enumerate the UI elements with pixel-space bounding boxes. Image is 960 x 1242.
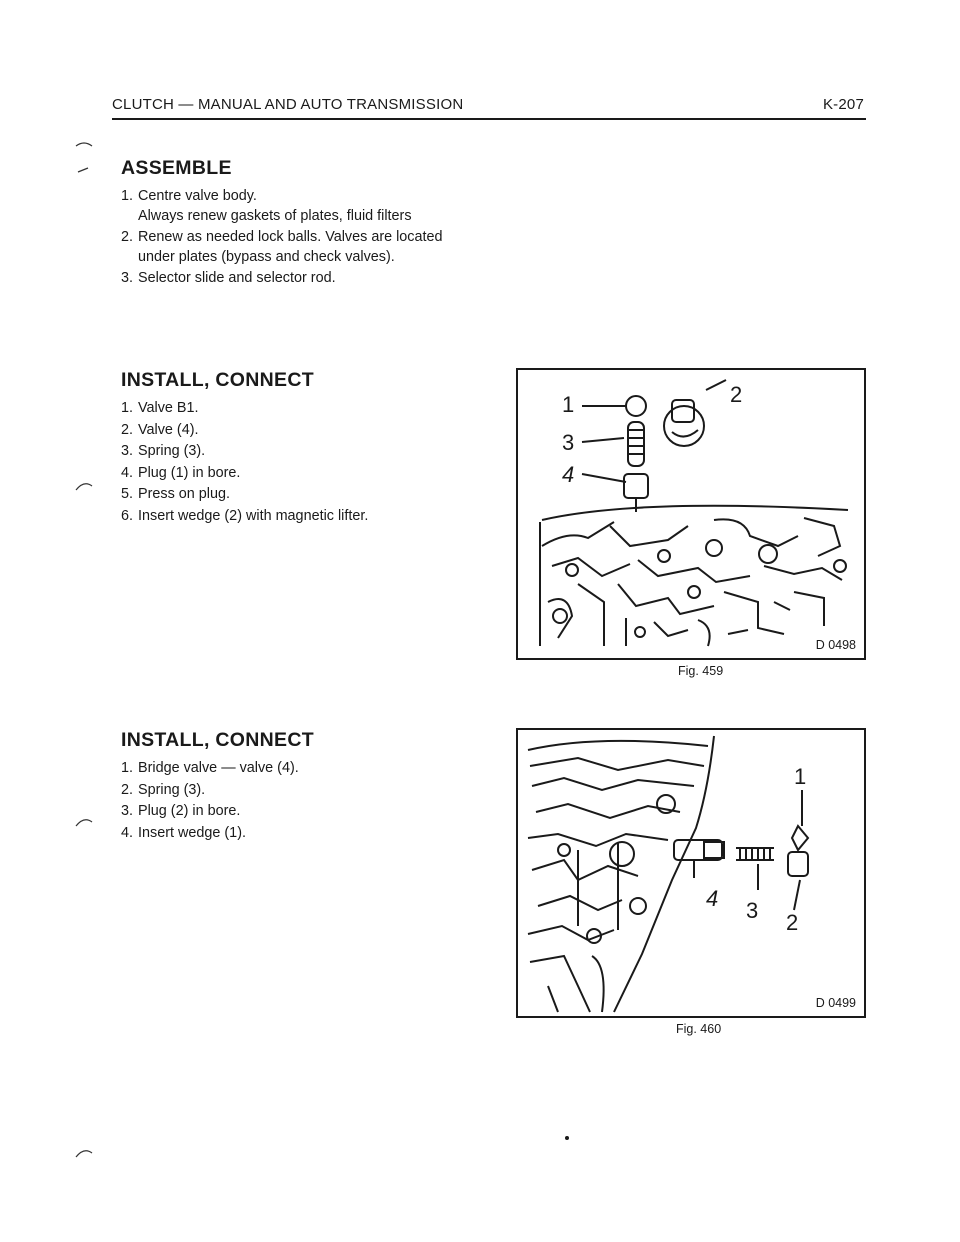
figure-caption: Fig. 460 xyxy=(676,1022,722,1036)
callout-4: 4 xyxy=(706,886,719,911)
callout-2: 2 xyxy=(730,382,743,407)
callout-1: 1 xyxy=(794,764,807,789)
section-heading-install-connect-2: INSTALL, CONNECT xyxy=(121,729,314,751)
step-number: 2. xyxy=(121,781,134,798)
callout-2: 2 xyxy=(786,910,799,935)
step-text: Plug (2) in bore. xyxy=(138,803,241,819)
running-header xyxy=(112,96,864,113)
list-item xyxy=(121,485,441,505)
step-number: 2. xyxy=(121,229,134,245)
page-mark-dot xyxy=(565,1136,569,1140)
step-number: 3. xyxy=(121,803,134,819)
figure-code: D 0499 xyxy=(815,996,856,1010)
valve-body-illustration-460 xyxy=(518,730,864,1016)
step-number: 3. xyxy=(121,443,134,459)
list-item xyxy=(121,781,441,801)
step-text: Bridge valve — valve (4). xyxy=(138,760,299,776)
step-number: 5. xyxy=(121,486,134,502)
list-item xyxy=(121,269,461,289)
margin-mark-icon xyxy=(72,1143,96,1163)
list-item xyxy=(121,464,441,484)
header-title: CLUTCH — MANUAL AND AUTO TRANSMISSION xyxy=(112,96,464,113)
step-number: 6. xyxy=(121,507,134,524)
assemble-steps xyxy=(121,187,461,291)
step-text: Insert wedge (2) with magnetic lifter. xyxy=(138,507,369,524)
step-text: Insert wedge (1). xyxy=(138,824,246,841)
list-item xyxy=(121,759,441,779)
step-text: Spring (3). xyxy=(138,781,206,798)
step-text: Valve B1. xyxy=(138,400,199,416)
step-number: 1. xyxy=(121,400,134,416)
step-text: Valve (4). xyxy=(138,421,199,438)
list-item xyxy=(121,442,441,462)
section-heading-assemble: ASSEMBLE xyxy=(121,157,232,179)
list-item xyxy=(121,228,461,267)
step-number: 1. xyxy=(121,188,134,204)
callout-4: 4 xyxy=(562,462,575,487)
figure-459 xyxy=(516,368,866,660)
list-item xyxy=(121,802,441,822)
list-item xyxy=(121,421,441,441)
step-number: 1. xyxy=(121,760,134,776)
step-number: 4. xyxy=(121,464,134,481)
page-code: K-207 xyxy=(822,96,864,113)
list-item xyxy=(121,399,441,419)
callout-3: 3 xyxy=(746,898,759,923)
step-text: Centre valve body. Always renew gaskets of plates, fluid filters xyxy=(138,188,412,224)
margin-mark-icon xyxy=(72,140,96,180)
step-number: 4. xyxy=(121,824,134,841)
list-item xyxy=(121,824,441,844)
list-item xyxy=(121,187,461,226)
figure-caption: Fig. 459 xyxy=(678,664,724,678)
step-number: 2. xyxy=(121,421,134,438)
section-heading-install-connect-1: INSTALL, CONNECT xyxy=(121,369,314,391)
margin-mark-icon xyxy=(72,476,96,496)
install-steps-2 xyxy=(121,759,441,845)
step-text: Selector slide and selector rod. xyxy=(138,270,336,286)
step-text: Press on plug. xyxy=(138,486,230,502)
figure-460 xyxy=(516,728,866,1018)
figure-code: D 0498 xyxy=(815,638,856,652)
step-text: Spring (3). xyxy=(138,443,206,459)
step-text: Plug (1) in bore. xyxy=(138,464,241,481)
list-item xyxy=(121,507,441,527)
header-rule xyxy=(112,118,866,120)
step-number: 3. xyxy=(121,270,134,286)
step-text: Renew as needed lock balls. Valves are located under plates (bypass and check valves). xyxy=(138,229,443,265)
install-steps-1 xyxy=(121,399,441,528)
callout-1: 1 xyxy=(562,392,575,417)
margin-mark-icon xyxy=(72,812,96,832)
callout-3: 3 xyxy=(562,430,575,455)
